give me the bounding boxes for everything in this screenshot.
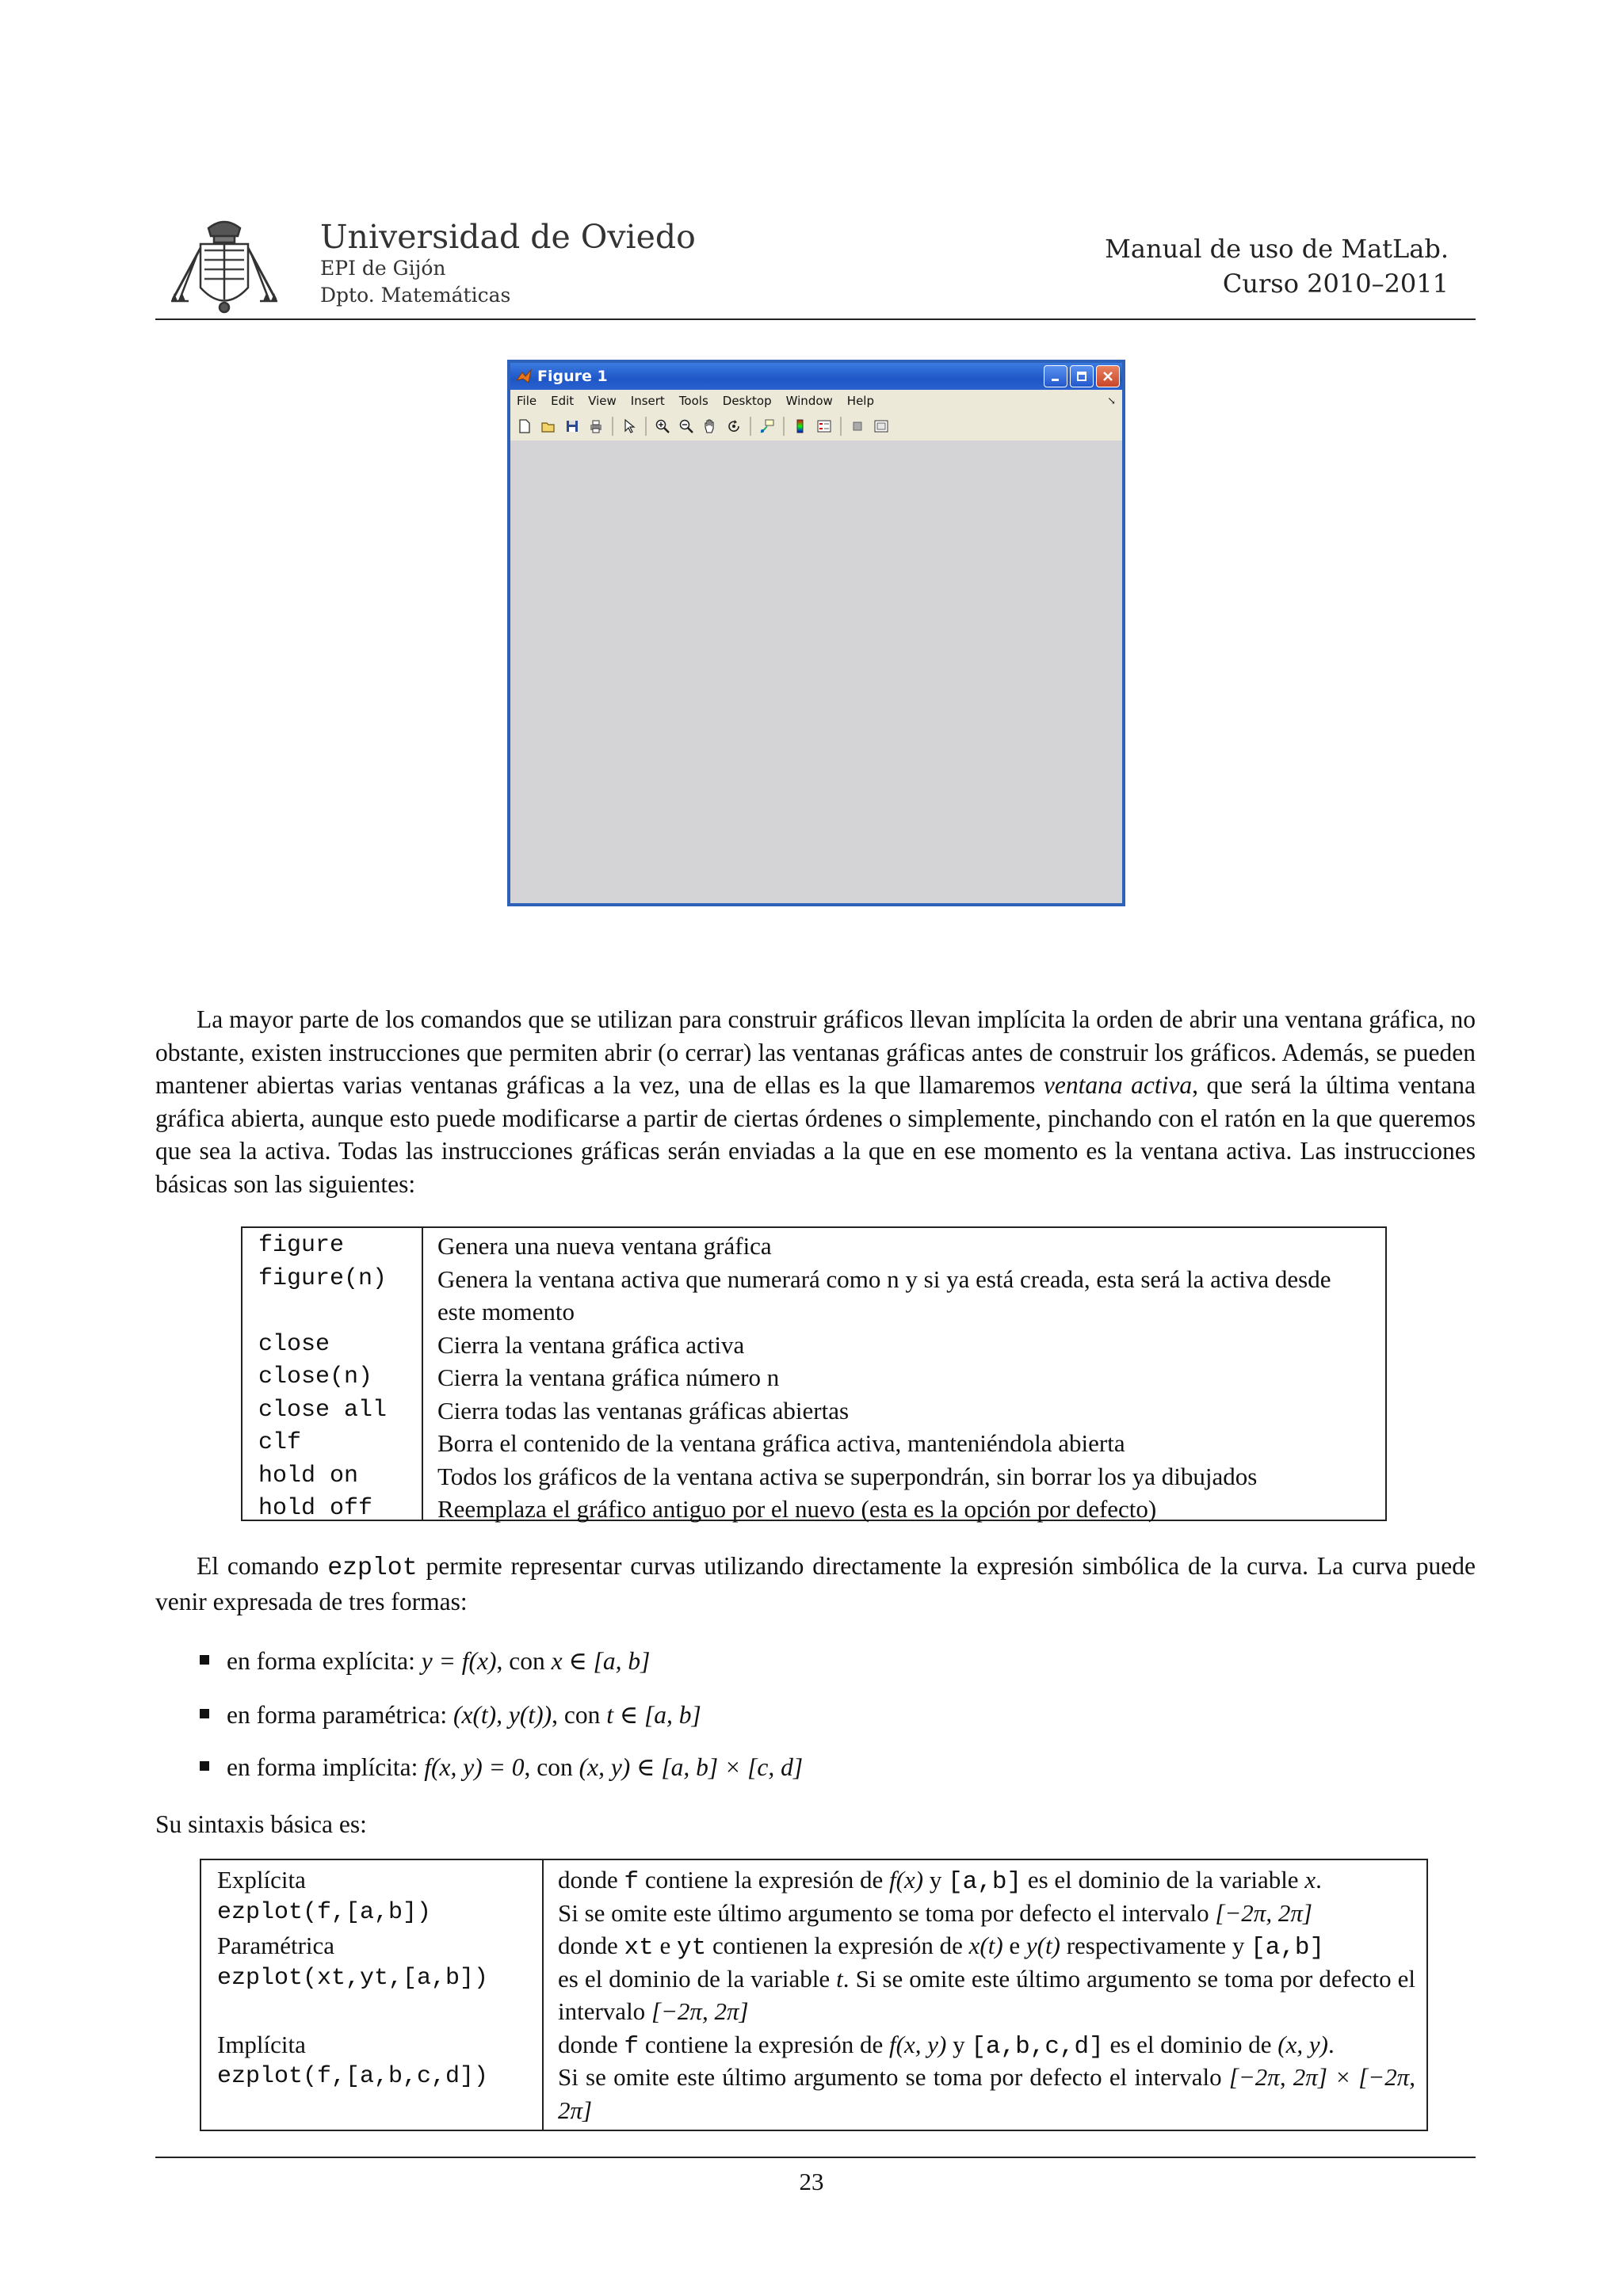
implicit-desc-line2 — [558, 2061, 1415, 2126]
figure-titlebar[interactable] — [510, 363, 1122, 390]
parametric-desc-line2 — [558, 1962, 1415, 2028]
bullet-label: en forma explícita: — [227, 1647, 422, 1675]
toolbar-separator — [612, 417, 613, 436]
command-cell: hold on — [258, 1462, 359, 1489]
maximize-button[interactable] — [1070, 365, 1094, 387]
show-plot-tools-icon — [873, 418, 889, 434]
command-cell: close all — [258, 1396, 388, 1424]
school-name: EPI de Gijón — [320, 257, 446, 280]
code: [a,b] — [948, 1868, 1022, 1896]
parametric-desc-line1 — [558, 1929, 1415, 1965]
menu-window[interactable]: Window — [785, 394, 833, 408]
open-file-icon — [540, 418, 556, 434]
explicit-label: Explícita — [217, 1866, 306, 1894]
bullet-math-domain: x ∈ [a, b] — [551, 1647, 651, 1675]
math: x — [1304, 1866, 1316, 1894]
explicit-desc-line1 — [558, 1863, 1415, 1899]
zoom-in-icon — [655, 418, 670, 434]
course-year: Curso 2010–2011 — [1222, 269, 1449, 299]
page-header — [155, 212, 1476, 320]
toolbar-separator — [645, 417, 647, 436]
legend-icon — [816, 418, 832, 434]
footer-rule — [155, 2157, 1476, 2158]
colorbar-icon — [792, 418, 808, 434]
bullet-math: y = f(x) — [421, 1647, 497, 1675]
figure-commands-table — [241, 1226, 1387, 1521]
implicit-desc-line1 — [558, 2028, 1415, 2064]
toolbar-separator — [750, 417, 751, 436]
text: donde — [558, 1932, 624, 1959]
bullet-label: en forma paramétrica: — [227, 1701, 453, 1729]
save-icon — [564, 418, 580, 434]
text: e — [653, 1932, 677, 1959]
description-cell: Cierra todas las ventanas gráficas abiertas — [437, 1396, 850, 1425]
figure-menubar — [510, 390, 1122, 412]
text: . — [1327, 2030, 1335, 2058]
code: f — [624, 2032, 640, 2061]
intro-text-2: , que será la última ventana gráfica abierta, aunque esto puede modificarse a partir de ciertas órdenes o simplemente, pinchando con el ratón en la que queremos que sea la activa. Todas las instrucciones gráficas serán enviadas a la que en ese momento es la ventana activa. Las instrucciones básicas son las siguientes: — [155, 1071, 1476, 1198]
command-cell: hold off — [258, 1495, 373, 1522]
intro-emphasis: ventana activa — [1043, 1071, 1193, 1099]
edit-plot-arrow-icon — [621, 418, 637, 434]
pan-button[interactable] — [701, 417, 720, 436]
description-cell: Genera una nueva ventana gráfica — [437, 1232, 772, 1260]
menu-edit[interactable]: Edit — [551, 394, 575, 408]
hide-plot-tools-button[interactable] — [848, 417, 867, 436]
intro-text-1: La mayor parte de los comandos que se utilizan para construir gráficos llevan implícita la orden de abrir una ventana gráfica, no obstante, existen instrucciones que permiten abrir (o cerrar) las ventanas gráficas antes de construir los gráficos. Además, se pueden mantener abiertas varias ventanas gráficas a la vez, una de ellas es la que llamaremos — [155, 1005, 1476, 1099]
description-cell: Todos los gráficos de la ventana activa se superpondrán, sin borrar los ya dibujados — [437, 1462, 1258, 1490]
menu-file[interactable]: File — [517, 394, 537, 408]
explicit-desc-line2 — [558, 1897, 1415, 1930]
ezplot-code: ezplot — [327, 1554, 418, 1582]
menu-view[interactable]: View — [588, 394, 617, 408]
code: xt — [624, 1934, 654, 1962]
list-item — [200, 1645, 650, 1677]
pan-hand-icon — [702, 418, 718, 434]
table-column-divider — [422, 1228, 423, 1520]
bullet-mid: , con — [496, 1647, 552, 1675]
bullet-label: en forma implícita: — [227, 1753, 425, 1781]
text: Si se omite este último argumento se toma por defecto el intervalo — [558, 2063, 1229, 2091]
bullet-math-domain: t ∈ [a, b] — [606, 1701, 701, 1729]
intro-paragraph — [155, 1003, 1476, 1200]
show-plot-tools-button[interactable] — [872, 417, 891, 436]
minimize-button[interactable] — [1044, 365, 1067, 387]
text: contiene la expresión de — [639, 1866, 890, 1894]
menu-tools[interactable]: Tools — [678, 394, 708, 408]
ezplot-syntax-table — [200, 1859, 1428, 2131]
command-cell: figure(n) — [258, 1264, 388, 1292]
code: [a,b] — [1251, 1934, 1325, 1962]
ezplot-text-2: permite representar curvas utilizando directamente la expresión simbólica de la curva. La curva puede venir expresada de tres formas: — [155, 1552, 1476, 1615]
math: f(x, y) — [889, 2030, 947, 2058]
rotate-3d-button[interactable] — [724, 417, 743, 436]
text: y — [923, 1866, 949, 1894]
colorbar-button[interactable] — [791, 417, 810, 436]
figure-canvas[interactable] — [510, 441, 1122, 903]
new-figure-icon — [517, 418, 533, 434]
description-cell: Borra el contenido de la ventana gráfica activa, manteniéndola abierta — [437, 1429, 1125, 1457]
toolbar-separator — [840, 417, 842, 436]
description-cell: Genera la ventana activa que numerará como n y si ya está creada, esta será la activa desde este momento — [437, 1264, 1331, 1325]
ezplot-text-1: El comando — [197, 1552, 328, 1580]
text: respectivamente y — [1060, 1932, 1251, 1959]
text: e — [1002, 1932, 1026, 1959]
text: contiene la expresión de — [639, 2030, 890, 2058]
matlab-figure-window — [507, 360, 1125, 906]
math: [−2π, 2π] × [−2π, 2π] — [558, 2063, 1415, 2124]
text: contienen la expresión de — [706, 1932, 969, 1959]
page-number: 23 — [799, 2168, 824, 2195]
bullet-icon — [200, 1761, 209, 1771]
math: f(x) — [889, 1866, 924, 1894]
menu-insert[interactable]: Insert — [630, 394, 665, 408]
text: y — [946, 2030, 972, 2058]
list-item — [200, 1751, 803, 1783]
bullet-mid: , con — [524, 1753, 579, 1781]
department-name: Dpto. Matemáticas — [320, 284, 511, 307]
bullet-icon — [200, 1655, 209, 1665]
command-cell: clf — [258, 1429, 302, 1456]
ezplot-paragraph — [155, 1550, 1476, 1618]
text: . Si se omite este último argumento se toma por defecto el intervalo — [558, 1964, 1415, 2025]
bullet-icon — [200, 1709, 209, 1718]
description-cell: Cierra la ventana gráfica número n — [437, 1363, 780, 1391]
text: Si se omite este último argumento se toma por defecto el intervalo — [558, 1898, 1216, 1927]
minimize-icon — [1050, 371, 1061, 382]
print-icon — [588, 418, 604, 434]
text: es el dominio de la variable — [1022, 1866, 1305, 1894]
hide-plot-tools-icon — [850, 418, 865, 434]
command-cell: close(n) — [258, 1363, 373, 1390]
description-cell: Cierra la ventana gráfica activa — [437, 1330, 745, 1359]
implicit-label: Implícita — [217, 2030, 306, 2058]
code: [a,b,c,d] — [971, 2032, 1104, 2061]
close-icon — [1102, 371, 1113, 382]
bullet-math: (x(t), y(t)) — [453, 1701, 552, 1729]
math: t — [836, 1964, 843, 1993]
save-button[interactable] — [563, 417, 582, 436]
zoom-out-icon — [678, 418, 694, 434]
text: es el dominio de — [1103, 2030, 1278, 2058]
university-crest-icon — [165, 212, 284, 315]
zoom-in-button[interactable] — [653, 417, 672, 436]
new-figure-button[interactable] — [515, 417, 534, 436]
manual-title: Manual de uso de MatLab. — [1105, 234, 1449, 264]
table-column-divider — [542, 1860, 544, 2130]
math: (x, y) — [1277, 2030, 1328, 2058]
university-name: Universidad de Oviedo — [320, 218, 696, 256]
math: x(t) — [968, 1932, 1003, 1959]
list-item — [200, 1699, 701, 1731]
figure-title: Figure 1 — [537, 368, 608, 385]
description-cell: Reemplaza el gráfico antiguo por el nuevo (esta es la opción por defecto) — [437, 1495, 1157, 1523]
rotate-3d-icon — [726, 418, 742, 434]
zoom-out-button[interactable] — [677, 417, 696, 436]
parametric-code: ezplot(xt,yt,[a,b]) — [217, 1964, 489, 1992]
menu-help[interactable]: Help — [846, 394, 874, 408]
open-file-button[interactable] — [539, 417, 558, 436]
math: [−2π, 2π] — [651, 1997, 749, 2025]
text: es el dominio de la variable — [558, 1964, 837, 1993]
toolbar-separator — [783, 417, 785, 436]
math: [−2π, 2π] — [1215, 1898, 1312, 1927]
data-cursor-icon — [759, 418, 775, 434]
edit-plot-button[interactable] — [620, 417, 639, 436]
text: . — [1316, 1866, 1322, 1894]
print-button[interactable] — [586, 417, 605, 436]
implicit-code: ezplot(f,[a,b,c,d]) — [217, 2063, 489, 2090]
bullet-mid: , con — [552, 1701, 607, 1729]
close-button[interactable] — [1096, 365, 1120, 387]
command-cell: figure — [258, 1232, 345, 1259]
figure-toolbar — [510, 412, 1122, 441]
text: donde — [558, 2030, 624, 2058]
matlab-logo-icon — [515, 368, 533, 385]
legend-button[interactable] — [815, 417, 834, 436]
code: yt — [677, 1934, 707, 1962]
bullet-math-domain: (x, y) ∈ [a, b] × [c, d] — [579, 1753, 804, 1781]
text: donde — [558, 1866, 624, 1894]
maximize-icon — [1076, 371, 1087, 382]
code: f — [624, 1868, 640, 1896]
syntax-intro: Su sintaxis básica es: — [155, 1810, 367, 1838]
data-cursor-button[interactable] — [758, 417, 777, 436]
bullet-math: f(x, y) = 0 — [424, 1753, 525, 1781]
parametric-label: Paramétrica — [217, 1932, 335, 1959]
menu-desktop[interactable]: Desktop — [722, 394, 772, 408]
explicit-code: ezplot(f,[a,b]) — [217, 1898, 432, 1926]
math: y(t) — [1025, 1932, 1060, 1959]
command-cell: close — [258, 1330, 330, 1358]
dock-arrow-icon[interactable]: ↘ — [1107, 395, 1116, 406]
